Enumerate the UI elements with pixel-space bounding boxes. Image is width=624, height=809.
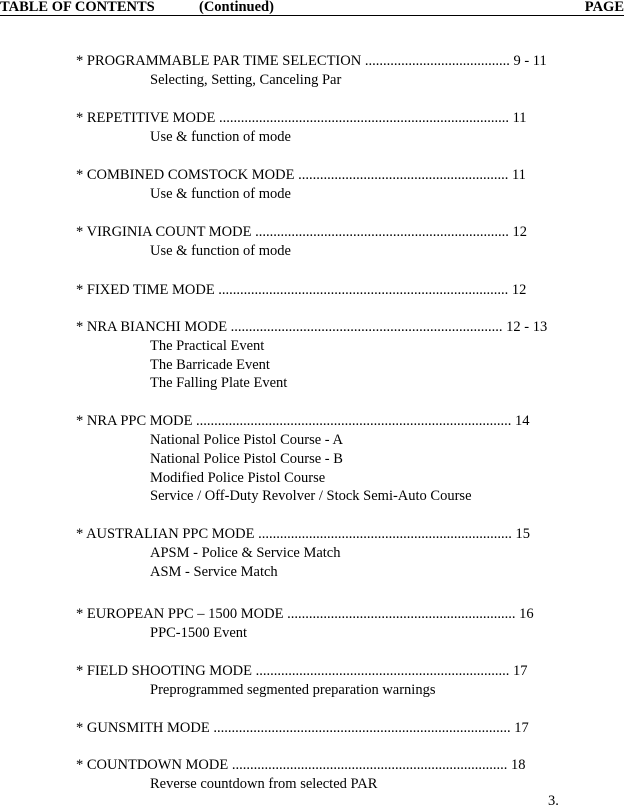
toc-entry-australian-ppc: * AUSTRALIAN PPC MODE ...................................................................... 15 (76, 526, 530, 542)
toc-title: TABLE OF CONTENTS (0, 0, 155, 15)
toc-subentry: Preprogrammed segmented preparation warnings (150, 682, 436, 698)
toc-subentry: Service / Off-Duty Revolver / Stock Semi-Auto Course (150, 488, 472, 504)
toc-subentry: Use & function of mode (150, 186, 291, 202)
toc-entry-nra-bianchi: * NRA BIANCHI MODE ........................................................................... 12 - 13 (76, 319, 548, 335)
toc-subentry: The Barricade Event (150, 357, 270, 373)
toc-entry-nra-ppc: * NRA PPC MODE ....................................................................................... 14 (76, 413, 530, 429)
toc-entry-par-time: * PROGRAMMABLE PAR TIME SELECTION ........................................ 9 - 11 (76, 53, 547, 69)
toc-entry-virginia: * VIRGINIA COUNT MODE ...................................................................... 12 (76, 224, 527, 240)
toc-subentry: Selecting, Setting, Canceling Par (150, 72, 342, 88)
page-column-label: PAGE (584, 0, 624, 15)
toc-subentry: APSM - Police & Service Match (150, 545, 341, 561)
toc-entry-field-shooting: * FIELD SHOOTING MODE ...................................................................... 17 (76, 663, 528, 679)
toc-subentry: Use & function of mode (150, 243, 291, 259)
toc-subentry: PPC-1500 Event (150, 625, 248, 641)
toc-subentry: National Police Pistol Course - A (150, 432, 343, 448)
toc-subentry: Use & function of mode (150, 129, 291, 145)
toc-subentry: The Practical Event (150, 338, 265, 354)
toc-entry-european-ppc: * EUROPEAN PPC – 1500 MODE ............................................................... 16 (76, 606, 534, 622)
toc-subentry: Modified Police Pistol Course (150, 470, 326, 486)
toc-entry-repetitive: * REPETITIVE MODE ................................................................................ 11 (76, 110, 527, 126)
toc-subentry: National Police Pistol Course - B (150, 451, 343, 467)
toc-entry-gunsmith: * GUNSMITH MODE .................................................................................. 17 (76, 720, 529, 736)
toc-subentry: The Falling Plate Event (150, 375, 288, 391)
toc-entry-fixed-time: * FIXED TIME MODE ................................................................................ 12 (76, 282, 527, 298)
toc-subentry: Reverse countdown from selected PAR (150, 776, 378, 792)
toc-entry-comstock: * COMBINED COMSTOCK MODE .......................................................... 11 (76, 167, 526, 183)
toc-subentry: ASM - Service Match (150, 564, 278, 580)
page-number: 3. (548, 793, 559, 809)
toc-continued: (Continued) (199, 0, 274, 15)
toc-entry-countdown: * COUNTDOWN MODE ............................................................................ 18 (76, 757, 526, 773)
toc-header (0, 0, 624, 16)
